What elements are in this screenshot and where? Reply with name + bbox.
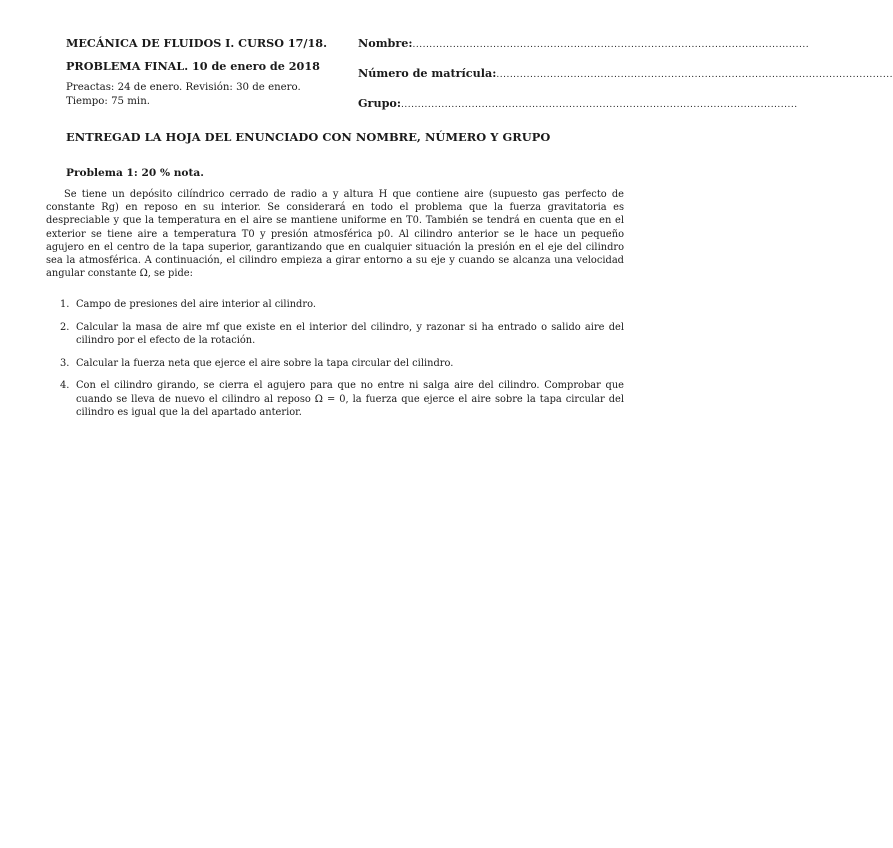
item-text: Calcular la masa de aire mf que existe en el interior del cilindro, y razonar si ha entrado o salido aire del cilindro por el efecto de la rotación. (76, 321, 624, 346)
exam-title: PROBLEMA FINAL. 10 de enero de 2018 (66, 59, 320, 73)
group-dots: ...................................................................................................................... (401, 100, 798, 110)
problem-item (46, 298, 624, 311)
group-field[interactable] (358, 96, 798, 110)
enrollment-number-label: Número de matrícula: (358, 66, 497, 80)
item-number: 4. (60, 380, 70, 392)
item-number: 3. (60, 357, 70, 369)
problem-items (46, 298, 624, 428)
course-title: MECÁNICA DE FLUIDOS I. CURSO 17/18. (66, 36, 327, 50)
item-text: Calcular la fuerza neta que ejerce el aire sobre la tapa circular del cilindro. (76, 357, 454, 369)
problem-title: Problema 1: 20 % nota. (66, 167, 204, 179)
item-text: Campo de presiones del aire interior al cilindro. (76, 299, 316, 310)
name-field[interactable] (358, 36, 810, 50)
problem-item (46, 357, 624, 370)
name-dots: ...................................................................................................................... (412, 40, 810, 50)
enrollment-number-dots: ...................................................................................................................... (496, 70, 893, 80)
exam-time: Tiempo: 75 min. (66, 96, 150, 107)
item-number: 1. (60, 299, 70, 310)
enrollment-number-field[interactable] (358, 66, 893, 80)
item-number: 2. (60, 321, 70, 333)
group-label: Grupo: (358, 96, 401, 110)
item-text: Con el cilindro girando, se cierra el agujero para que no entre ni salga aire del cilindro. Comprobar que cuando se lleva de nuevo el cilindro al reposo Ω = 0, la fuerza que ejerce el aire sobre la tapa circular del cilindro es igual que la del apartado anterior. (76, 380, 624, 418)
problem-item (46, 321, 624, 347)
exam-dates: Preactas: 24 de enero. Revisión: 30 de enero. (66, 82, 301, 93)
problem-statement: Se tiene un depósito cilíndrico cerrado de radio a y altura H que contiene aire (supuesto gas perfecto de constante Rg) en reposo en su interior. Se considerará en todo el problema que la fuerza gravitatoria es despreciable y que la temperatura en el aire se mantiene uniforme en T0. También se tendrá en cuenta que en el exterior se tiene aire a temperatura T0 y presión atmosférica p0. Al cilindro anterior se le hace un pequeño agujero en el centro de la tapa superior, garantizando que en cualquier situación la presión en el eje del cilindro sea la atmosférica. A continuación, el cilindro empieza a girar entorno a su eje y cuando se alcanza una velocidad angular constante Ω, se pide: (46, 189, 624, 280)
submission-notice: ENTREGAD LA HOJA DEL ENUNCIADO CON NOMBRE, NÚMERO Y GRUPO (66, 130, 551, 144)
name-label: Nombre: (358, 36, 413, 50)
problem-item (46, 379, 624, 419)
